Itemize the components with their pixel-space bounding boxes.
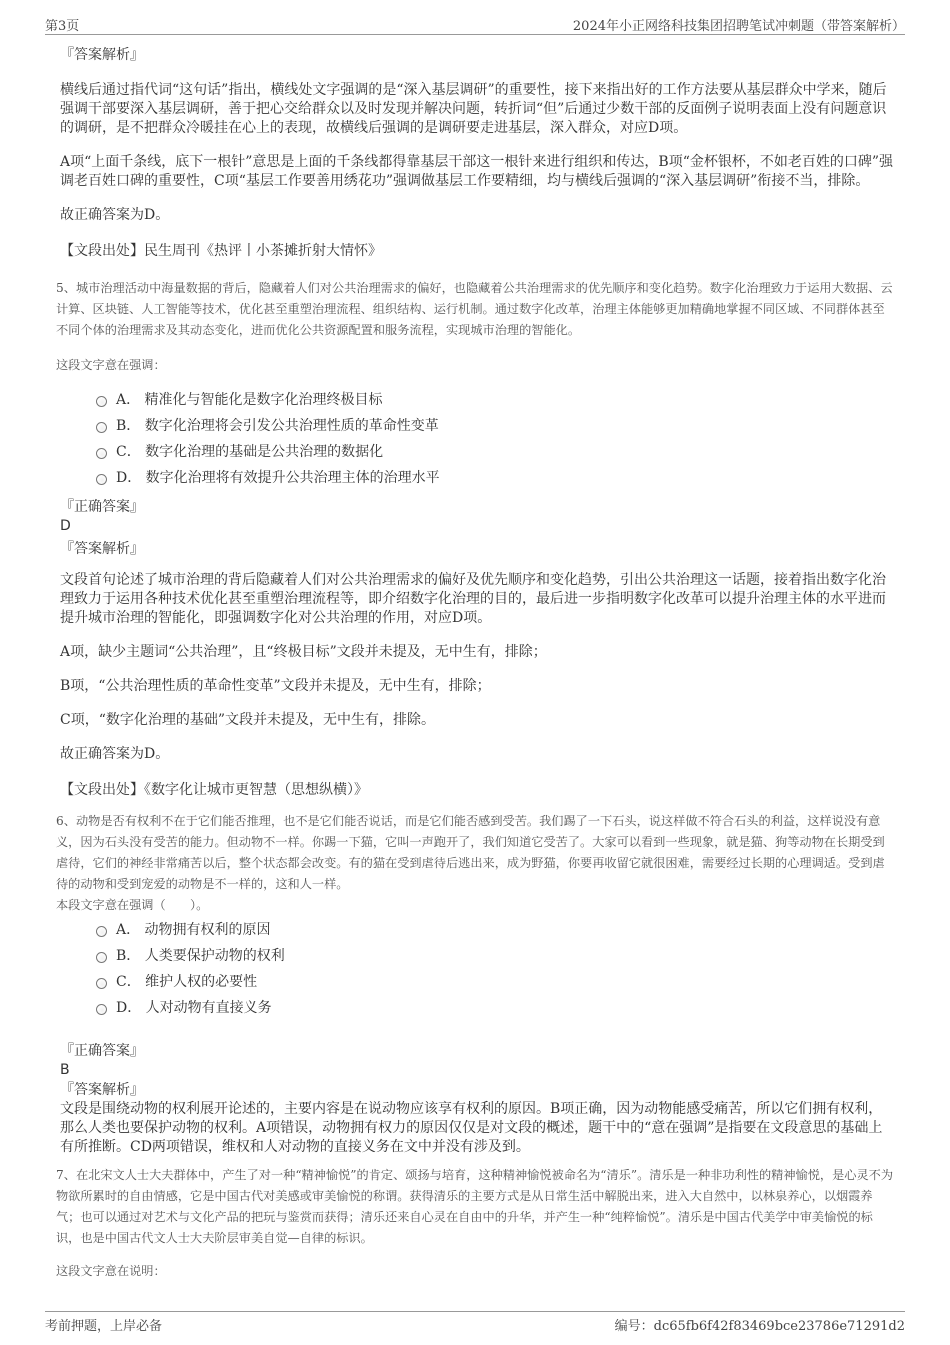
page-footer: [45, 1311, 905, 1333]
source-citation: 【文段出处】《数字化让城市更智慧（思想纵横）》: [60, 782, 368, 798]
radio-icon[interactable]: [96, 474, 107, 485]
option-c[interactable]: C． 维护人权的必要性: [96, 969, 896, 995]
option-a[interactable]: A． 精准化与智能化是数字化治理终极目标: [96, 387, 896, 413]
correct-answer: D: [60, 518, 71, 534]
correct-answer-label: 『正确答案』: [60, 1043, 144, 1059]
analysis-label: 『答案解析』: [60, 1082, 144, 1098]
radio-icon[interactable]: [96, 952, 107, 963]
analysis-paragraph: 文段是围绕动物的权利展开论述的，主要内容是在说动物应该享有权利的原因。B项正确，因为动物能感受痛苦，所以它们拥有权利，那么人类也要保护动物的权利。A项错误，动物拥有权力的原因仅仅是对文段的概述，题干中的“意在强调”是指要在文段意思的基础上有所推断。CD两项错误，维权和人对动物的直接义务在文中并没有涉及到。: [60, 1101, 883, 1155]
option-b[interactable]: B． 数字化治理将会引发公共治理性质的革命性变革: [96, 413, 896, 439]
question-5-prompt: 这段文字意在强调：: [56, 358, 166, 372]
analysis-label: 『答案解析』: [60, 47, 144, 63]
option-c[interactable]: C． 数字化治理的基础是公共治理的数据化: [96, 439, 896, 465]
radio-icon[interactable]: [96, 978, 107, 989]
document-title: 2024年小正网络科技集团招聘笔试冲刺题（带答案解析）: [572, 19, 905, 34]
question-7-prompt: 这段文字意在说明：: [56, 1264, 166, 1278]
document-code: 编号：dc65fb6f42f83469bce23786e71291d2: [614, 1319, 905, 1334]
option-a[interactable]: A． 动物拥有权利的原因: [96, 917, 896, 943]
source-citation: 【文段出处】民生周刊《热评丨小茶摊折射大情怀》: [60, 243, 382, 259]
conclusion: 故正确答案为D。: [60, 207, 170, 223]
footer-slogan: 考前押题，上岸必备: [45, 1319, 163, 1334]
question-7-text: 7、在北宋文人士大夫群体中，产生了对一种“精神愉悦”的肯定、颂扬与培育，这种精神愉悦被命名为“清乐”。清乐是一种非功利性的精神愉悦，是心灵不为物欲所累时的自由情感，它是中国古代对美感或审美愉悦的称谓。获得清乐的主要方式是从日常生活中解脱出来，进入大自然中，以林泉养心，以烟霞养气；也可以通过对艺术与文化产品的把玩与鉴赏而获得；清乐还来自心灵在自由中的升华，并产生一种“纯粹愉悦”。清乐是中国古代美学中审美愉悦的标识，也是中国古代文人士大夫阶层审美自觉—自律的标识。: [56, 1168, 894, 1245]
question-6-text: 6、动物是否有权利不在于它们能否推理，也不是它们能否说话，而是它们能否感到受苦。我们踢了一下石头，说这样做不符合石头的利益，这样说没有意义，因为石头没有受苦的能力。但动物不一样。你踢一下猫，它叫一声跑开了，我们知道它受苦了。大家可以看到一些现象，就是猫、狗等动物在长期受到虐待，它们的神经非常痛苦以后，整个状态都会改变。有的猫在受到虐待后逃出来，成为野猫，你要再收留它就很困难，需要经过长期的心理调适。受到虐待的动物和受到宠爱的动物是不一样的，这和人一样。: [56, 814, 885, 891]
radio-icon[interactable]: [96, 1004, 107, 1015]
correct-answer: B: [60, 1062, 70, 1078]
option-b[interactable]: B． 人类要保护动物的权利: [96, 943, 896, 969]
page-header: [45, 13, 905, 35]
page-number: 第3页: [45, 19, 80, 34]
option-d[interactable]: D． 人对动物有直接义务: [96, 995, 896, 1021]
radio-icon[interactable]: [96, 396, 107, 407]
correct-answer-label: 『正确答案』: [60, 499, 144, 515]
question-6-options: [96, 917, 896, 1021]
analysis-option-c: C项，“数字化治理的基础”文段并未提及，无中生有，排除。: [60, 712, 436, 728]
radio-icon[interactable]: [96, 926, 107, 937]
analysis-paragraph: 文段首句论述了城市治理的背后隐藏着人们对公共治理需求的偏好及优先顺序和变化趋势，引出公共治理这一话题，接着指出数字化治理致力于运用各种技术优化甚至重塑治理流程等，即介绍数字化治理的目的，最后进一步指明数字化改革可以提升治理主体的水平进而提升城市治理的智能化，即强调数字化对公共治理的作用，对应D项。: [60, 572, 886, 626]
page-content: [56, 44, 896, 1281]
conclusion: 故正确答案为D。: [60, 746, 170, 762]
analysis-option-a: A项，缺少主题词“公共治理”，且“终极目标”文段并未提及，无中生有，排除；: [60, 644, 547, 660]
radio-icon[interactable]: [96, 448, 107, 459]
option-d[interactable]: D． 数字化治理将有效提升公共治理主体的治理水平: [96, 465, 896, 491]
question-6-prompt: 本段文字意在强调（ ）。: [56, 898, 209, 912]
question-5-text: 5、城市治理活动中海量数据的背后，隐藏着人们对公共治理需求的偏好，也隐藏着公共治理需求的优先顺序和变化趋势。数字化治理致力于运用大数据、云计算、区块链、人工智能等技术，优化甚至重塑治理流程、组织结构、运行机制。通过数字化改革，治理主体能够更加精确地掌握不同区域、不同群体甚至不同个体的治理需求及其动态变化，进而优化公共资源配置和服务流程，实现城市治理的智能化。: [56, 281, 893, 337]
analysis-label: 『答案解析』: [60, 541, 144, 557]
analysis-option-b: B项，“公共治理性质的革命性变革”文段并未提及，无中生有，排除；: [60, 678, 491, 694]
analysis-paragraph: 横线后通过指代词“这句话”指出，横线处文字强调的是“深入基层调研”的重要性，接下来指出好的工作方法要从基层群众中学来，随后强调干部要深入基层调研，善于把心交给群众以及时发现并解决问题，转折词“但”后通过少数干部的反面例子说明表面上没有问题意识的调研，是不把群众冷暖挂在心上的表现，故横线后强调的是调研要走进基层，深入群众，对应D项。: [60, 82, 887, 136]
radio-icon[interactable]: [96, 422, 107, 433]
question-5-options: [96, 387, 896, 491]
analysis-paragraph: A项“上面千条线，底下一根针”意思是上面的千条线都得靠基层干部这一根针来进行组织和传达，B项“金杯银杯，不如老百姓的口碑”强调老百姓口碑的重要性，C项“基层工作要善用绣花功”强调做基层工作要精细，均与横线后强调的“深入基层调研”衔接不当，排除。: [60, 154, 894, 189]
